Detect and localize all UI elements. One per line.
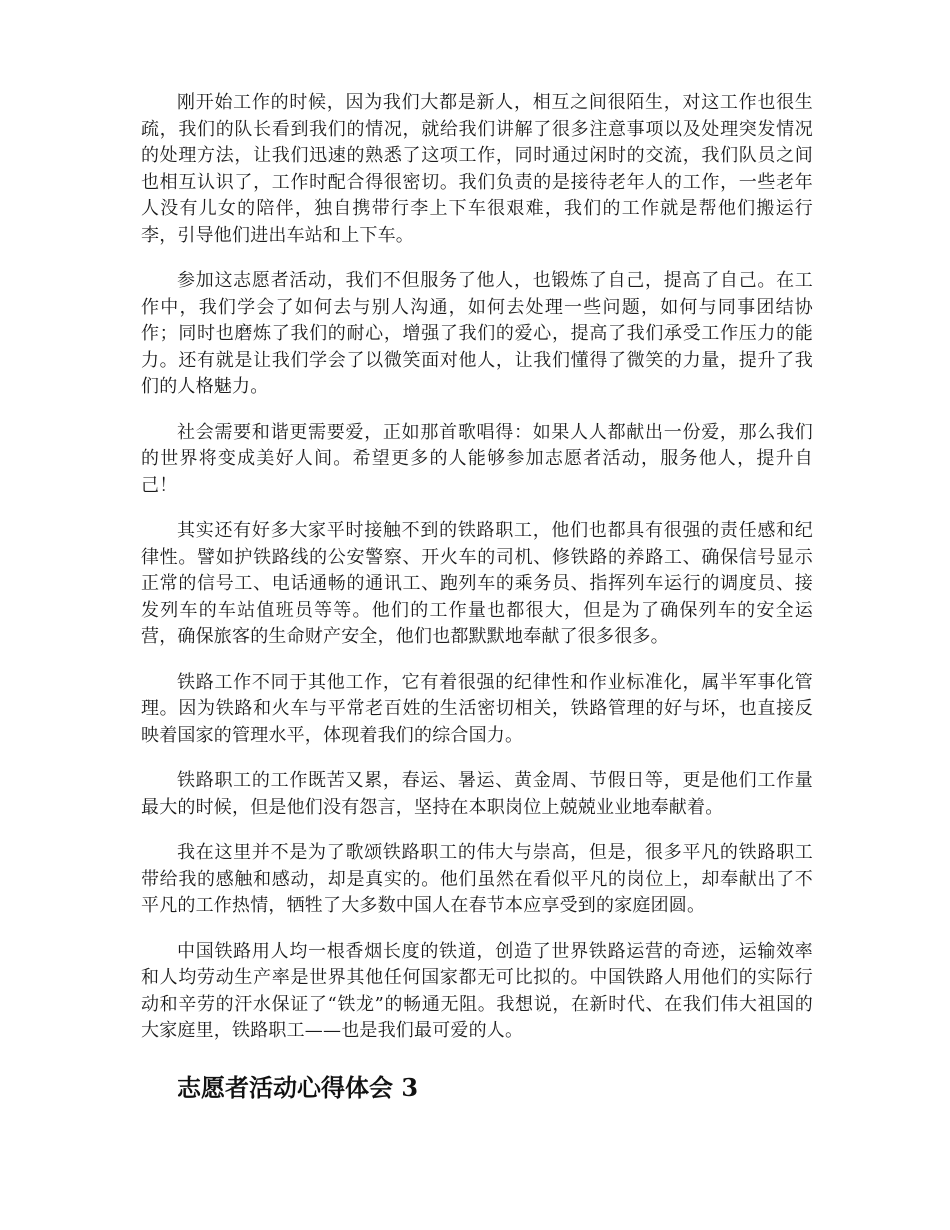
paragraph-1: 刚开始工作的时候，因为我们大都是新人，相互之间很陌生，对这工作也很生疏，我们的队长看到我们的情况，就给我们讲解了很多注意事项以及处理突发情况的处理方法，让我们迅速的熟悉了这项工作，同时通过闲时的交流，我们队员之间也相互认识了，工作时配合得很密切。我们负责的是接待老年人的工作，一些老年人没有儿女的陪伴，独自携带行李上下车很艰难，我们的工作就是帮他们搬运行李，引导他们进出车站和上下车。 <box>141 92 813 246</box>
paragraph-3: 社会需要和谐更需要爱，正如那首歌唱得：如果人人都献出一份爱，那么我们的世界将变成美好人间。希望更多的人能够参加志愿者活动，服务他人，提升自己！ <box>141 421 813 496</box>
paragraph-7: 我在这里并不是为了歌颂铁路职工的伟大与崇高，但是，很多平凡的铁路职工带给我的感触和感动，却是真实的。他们虽然在看似平凡的岗位上，却奉献出了不平凡的工作热情，牺牲了大多数中国人在春节本应享受到的家庭团圆。 <box>141 842 813 916</box>
paragraph-5: 铁路工作不同于其他工作，它有着很强的纪律性和作业标准化，属半军事化管理。因为铁路和火车与平常老百姓的生活密切相关，铁路管理的好与坏，也直接反映着国家的管理水平，体现着我们的综合国力。 <box>141 671 813 746</box>
paragraph-6: 铁路职工的工作既苦又累，春运、暑运、黄金周、节假日等，更是他们工作量最大的时候，但是他们没有怨言，坚持在本职岗位上兢兢业业地奉献着。 <box>141 770 813 818</box>
paragraph-2: 参加这志愿者活动，我们不但服务了他人，也锻炼了自己，提高了自己。在工作中，我们学会了如何去与别人沟通，如何去处理一些问题，如何与同事团结协作；同时也磨炼了我们的耐心，增强了我们的爱心，提高了我们承受工作压力的能力。还有就是让我们学会了以微笑面对他人，让我们懂得了微笑的力量，提升了我们的人格魅力。 <box>141 270 813 397</box>
paragraph-8: 中国铁路用人均一根香烟长度的铁道，创造了世界铁路运营的奇迹，运输效率和人均劳动生产率是世界其他任何国家都无可比拟的。中国铁路人用他们的实际行动和辛劳的汗水保证了“铁龙”的畅通无阻。我想说，在新时代、在我们伟大祖国的大家庭里，铁路职工——也是我们最可爱的人。 <box>141 940 813 1041</box>
paragraph-4: 其实还有好多大家平时接触不到的铁路职工，他们也都具有很强的责任感和纪律性。譬如护铁路线的公安警察、开火车的司机、修铁路的养路工、确保信号显示正常的信号工、电话通畅的通讯工、跑列车的乘务员、指挥列车运行的调度员、接发列车的车站值班员等等。他们的工作量也都很大，但是为了确保列车的安全运营，确保旅客的生命财产安全，他们也都默默地奉献了很多很多。 <box>141 520 813 647</box>
document-body <box>141 90 813 1105</box>
section-heading: 志愿者活动心得体会 3 <box>177 1072 419 1102</box>
